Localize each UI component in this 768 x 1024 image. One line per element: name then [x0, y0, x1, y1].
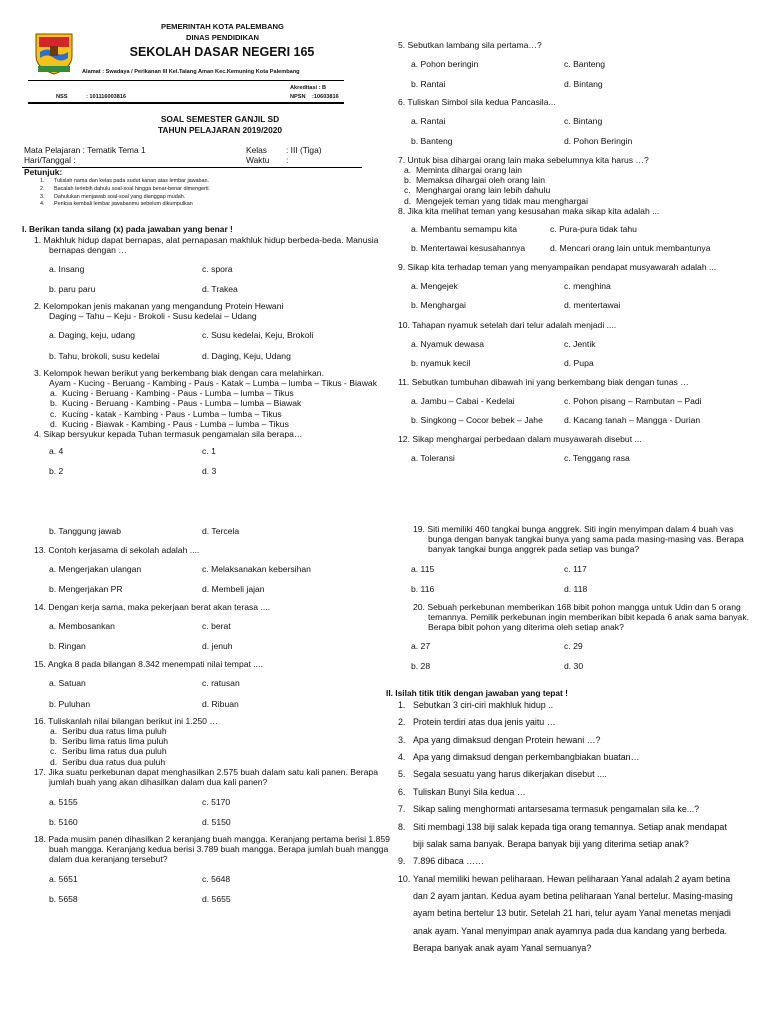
essay-item: 3. Apa yang dimaksud dengan Protein hewani …?	[398, 734, 601, 745]
option-a[interactable]: a. 27	[411, 641, 431, 651]
option-b[interactable]: b. Mengerjakan PR	[49, 584, 123, 594]
option-d[interactable]: d. jenuh	[202, 641, 233, 651]
question-13: 13. Contoh kerjasama di sekolah adalah ....	[34, 545, 200, 555]
petunjuk-item: 2. Bacalah terlebih dahulu soal-soal hingga benar-benar dimengerti.	[40, 186, 360, 194]
option-d[interactable]: d. Ribuan	[202, 699, 239, 709]
option-a[interactable]: a. Insang	[49, 264, 85, 274]
question-text: banyak tangkai bunga anggrek pada setiap vas bunga?	[428, 544, 640, 555]
option-c[interactable]: c. Pohon pisang – Rambutan – Padi	[564, 396, 702, 406]
option-a[interactable]: a. Membantu semampu kita	[411, 224, 518, 234]
question-3	[34, 368, 377, 439]
option-a[interactable]: a. Meminta dihargai orang lain	[404, 165, 523, 176]
option-d[interactable]: d. Daging, Keju, Udang	[202, 351, 291, 361]
option-b[interactable]: b. Menghargai	[411, 300, 466, 310]
kelas-label: Kelas	[246, 145, 267, 155]
option-c[interactable]: c. 5648	[202, 874, 231, 884]
option-b[interactable]: b. Rantai	[411, 79, 446, 89]
question-17-text: 17. Jika suatu perkebunan dapat menghasilkan 2.575 buah dalam satu kali panen. Berapa	[34, 766, 378, 777]
option-d[interactable]: d. Pohon Beringin	[564, 136, 633, 146]
option-b[interactable]: b. 2	[49, 466, 64, 476]
option-a[interactable]: a. 5651	[49, 874, 78, 884]
option-d[interactable]: d. 5655	[202, 894, 231, 904]
question-7	[398, 155, 758, 216]
option-d[interactable]: d. Kacang tanah – Mangga - Durian	[564, 415, 701, 425]
option-b[interactable]: b. Ringan	[49, 641, 86, 651]
option-c[interactable]: c. spora	[202, 264, 233, 274]
option-c[interactable]: c. 29	[564, 641, 583, 651]
question-5: 5. Sebutkan lambang sila pertama…?	[398, 40, 542, 50]
option-a[interactable]: a. 5155	[49, 797, 78, 807]
exam-title: SOAL SEMESTER GANJIL SD	[160, 114, 280, 124]
option-a[interactable]: a. Toleransi	[411, 453, 455, 463]
essay-item: 10. Yanal memiliki hewan peliharaan. Hewan peliharaan Yanal adalah 2 ayam betina dan 2 ayam jantan. Kedua ayam betina peliharaan Yanal bertelur. Masing-masing ayam betina bertelur 13 butir. Setelah 21 hari, telur ayam Yanal menetas menjadi anak ayam. Yanal menyimpan anak ayamnya pada dua kandang yang berbeda. Berapa banyak anak ayam Yanal semuanya?	[398, 873, 733, 954]
npsn-value: :10603816	[312, 94, 339, 100]
question-text: Ayam - Kucing - Beruang - Kambing - Paus - Katak – Lumba – lumba – Tikus - Biawak	[49, 378, 377, 389]
question-6: 6. Tuliskan Simbol sila kedua Pancasila...	[398, 97, 556, 107]
exam-year: TAHUN PELAJARAN 2019/2020	[157, 125, 283, 135]
option-a[interactable]: a. Pohon beringin	[411, 59, 479, 69]
question-1	[34, 235, 394, 255]
petunjuk-list	[40, 178, 360, 209]
option-d[interactable]: d. Bintang	[564, 79, 603, 89]
option-c[interactable]: c. Susu kedelai, Keju, Brokoli	[202, 330, 314, 340]
question-text: bernapas dengan …	[49, 245, 127, 256]
question-text: temannya. Pemilik perkebunan ingin memberikan bibit kepada 6 anak sama banyak.	[428, 612, 750, 623]
option-c[interactable]: c. Pura-pura tidak tahu	[550, 224, 637, 234]
essay-item: 5. Segala sesuatu yang harus dikerjakan disebut ....	[398, 769, 607, 780]
question-text: 20. Sebuah perkebunan memberikan 168 bibit pohon mangga untuk Udin dan 5 orang	[413, 602, 741, 612]
npsn-label: NPSN	[290, 94, 306, 100]
waktu-label: Waktu	[246, 155, 270, 165]
gov-name: PEMERINTAH KOTA PALEMBANG	[161, 22, 284, 31]
option-c[interactable]: c. Menghargai orang lain lebih dahulu	[404, 185, 551, 196]
question-text: buah mangga. Keranjang kedua berisi 3.789 buah mangga. Berapa jumlah buah mangga	[49, 844, 389, 855]
hari-tanggal: Hari/Tanggal :	[24, 155, 76, 165]
option-d[interactable]: d. Tercela	[202, 526, 240, 536]
option-d[interactable]: d. mentertawai	[564, 300, 621, 310]
option-c[interactable]: c. Kucing - katak - Kambing - Paus - Lumba – lumba – Tikus	[50, 408, 282, 419]
option-list	[398, 165, 758, 206]
option-d[interactable]: d. 118	[564, 584, 588, 594]
question-text: 7. Untuk bisa dihargai orang lain maka sebelumnya kita harus …?	[398, 155, 649, 165]
question-17-text: jumlah buah yang akan dihasilkan dalam dua kali panen?	[49, 776, 268, 787]
essay-item: 8. Siti membagi 138 biji salak kepada tiga orang temannya. Setiap anak mendapat biji salak sama banyak. Berapa banyak biji yang diterima setiap anak?	[398, 821, 727, 849]
option-b[interactable]: b. 5658	[49, 894, 78, 904]
option-d[interactable]: d. 30	[564, 661, 584, 671]
section-1-heading: I. Berikan tanda silang (x) pada jawaban yang benar !	[22, 224, 233, 234]
option-a[interactable]: a. Daging, keju, udang	[49, 330, 136, 340]
question-19	[413, 524, 758, 554]
mata-pelajaran: Mata Pelajaran : Tematik Tema 1	[24, 145, 146, 155]
option-d[interactable]: d. 3	[202, 466, 217, 476]
option-a[interactable]: a. Membosankan	[49, 621, 115, 631]
option-a[interactable]: a. Mengerjakan ulangan	[49, 564, 142, 574]
option-d[interactable]: d. Kucing - Biawak - Kambing - Paus - Lumba – lumba – Tikus	[50, 418, 289, 429]
option-d[interactable]: d. Seribu dua ratus dua puluh	[50, 756, 166, 767]
question-15: 15. Angka 8 pada bilangan 8.342 menempati nilai tempat ....	[34, 659, 263, 669]
option-b[interactable]: b. Tanggung jawab	[49, 526, 121, 536]
essay-item: 2. Protein terdiri atas dua jenis yaitu …	[398, 717, 556, 728]
nss-value: : 101116003816	[86, 94, 127, 100]
option-b[interactable]: b. nyamuk kecil	[411, 358, 471, 368]
question-10: 10. Tahapan nyamuk setelah dari telur adalah menjadi ....	[398, 320, 617, 330]
question-text: dalam dua keranjang tersebut?	[49, 854, 168, 865]
question-4-text: 4. Sikap bersyukur kepada Tuhan termasuk pengamalan sila berapa…	[34, 428, 303, 439]
option-b[interactable]: b. Mentertawai kesusahannya	[411, 243, 526, 253]
essay-item: 6. Tuliskan Bunyi Sila kedua …	[398, 786, 526, 797]
school-address: Alamat : Swadaya / Perikanan III Kel.Talang Aman Kec.Kemuning Kota Palembang	[82, 69, 300, 75]
option-b[interactable]: b. Tahu, brokoli, susu kedelai	[49, 351, 160, 361]
header-rule-2	[28, 102, 344, 104]
question-text: 2. Kelompokan jenis makanan yang mengandung Protein Hewani	[34, 301, 284, 311]
option-c[interactable]: c. Bintang	[564, 116, 603, 126]
question-9: 9. Sikap kita terhadap teman yang menyampaikan pendapat musyawarah adalah ...	[398, 262, 717, 272]
question-2	[34, 301, 394, 321]
question-18	[34, 834, 390, 865]
question-8-text: 8. Jika kita melihat teman yang kesusahan maka sikap kita adalah ...	[398, 205, 660, 216]
option-b[interactable]: b. Banteng	[411, 136, 453, 146]
option-c[interactable]: c. 1	[202, 446, 216, 456]
option-c[interactable]: c. Jentik	[564, 339, 596, 349]
option-d[interactable]: d. Pupa	[564, 358, 594, 368]
option-c[interactable]: c. Melaksanakan kebersihan	[202, 564, 311, 574]
nss-label: NSS	[56, 94, 68, 100]
question-text: 19. Siti memiliki 460 tangkai bunga anggrek. Siti ingin menyimpan dalam 4 buah vas	[413, 524, 734, 534]
question-11: 11. Sebutkan tumbuhan dibawah ini yang berkembang biak dengan tunas …	[398, 377, 689, 387]
option-d[interactable]: d. Mencari orang lain untuk membantunya	[550, 243, 711, 253]
option-b[interactable]: b. Singkong – Cocor bebek – Jahe	[411, 415, 543, 425]
essay-item: 4. Apa yang dimaksud dengan perkembangbiakan buatan…	[398, 752, 640, 763]
option-list	[34, 388, 374, 429]
option-b[interactable]: b. 116	[411, 584, 435, 594]
option-c[interactable]: c. 5170	[202, 797, 231, 807]
option-a[interactable]: a. 115	[411, 564, 435, 574]
school-name: SEKOLAH DASAR NEGERI 165	[129, 45, 315, 59]
option-c[interactable]: c. Banteng	[564, 59, 606, 69]
petunjuk-item: 4. Periksa kembali lembar jawabanmu sebelum dikumpulkan	[40, 201, 360, 209]
option-a[interactable]: a. Mengejek	[411, 281, 458, 291]
option-a[interactable]: a. Satuan	[49, 678, 86, 688]
option-a[interactable]: a. Nyamuk dewasa	[411, 339, 485, 349]
question-text: Berapa bibit pohon yang diterima oleh setiap anak?	[428, 622, 624, 633]
option-b[interactable]: b. Seribu lima ratus lima puluh	[50, 736, 169, 747]
question-20	[413, 602, 758, 632]
option-c[interactable]: c. ratusan	[202, 678, 240, 688]
petunjuk-title: Petunjuk:	[24, 167, 63, 177]
option-d[interactable]: d. Membeli jajan	[202, 584, 265, 594]
question-text: 18. Pada musim panen dihasilkan 2 keranjang buah mangga. Keranjang pertama berisi 1.859	[34, 834, 390, 844]
option-c[interactable]: c. menghina	[564, 281, 611, 291]
header-rule	[28, 80, 344, 81]
option-b[interactable]: b. 28	[411, 661, 431, 671]
question-14: 14. Dengan kerja sama, maka pekerjaan berat akan terasa ....	[34, 602, 270, 612]
option-b[interactable]: b. paru paru	[49, 284, 96, 294]
petunjuk-item: 3. Dahulukan menjawab soal-soal yang dianggap mudah.	[40, 194, 360, 202]
waktu-value: :	[286, 155, 289, 165]
question-16	[34, 716, 379, 787]
question-text: Daging – Tahu – Keju - Brokoli - Susu kedelai – Udang	[49, 311, 257, 322]
option-c[interactable]: c. Tenggang rasa	[564, 453, 630, 463]
option-d[interactable]: d. Trakea	[202, 284, 238, 294]
option-b[interactable]: b. 5160	[49, 817, 78, 827]
essay-list	[398, 697, 738, 957]
question-text: bunga dengan banyak tangkai bunya yang sama pada masing-masing vas. Berapa	[428, 534, 744, 545]
info-rule	[22, 167, 362, 168]
option-c[interactable]: c. 117	[564, 564, 587, 574]
option-list	[34, 726, 379, 767]
petunjuk-item: 1. Tulislah nama dan kelas pada sudut kanan atas lembar jawaban.	[40, 178, 360, 186]
option-b[interactable]: b. Memaksa dihargai oleh orang lain	[404, 175, 545, 186]
option-d[interactable]: d. Mengejek teman yang tidak mau menghargai	[404, 195, 588, 206]
akreditasi: Akreditasi : B	[290, 85, 327, 91]
question-12: 12. Sikap menghargai perbedaan dalam musyawarah disebut ...	[398, 434, 642, 444]
option-c[interactable]: c. berat	[202, 621, 231, 631]
essay-item: 1. Sebutkan 3 ciri-ciri makhluk hidup ..	[398, 700, 554, 710]
option-c[interactable]: c. Seribu lima ratus dua puluh	[50, 746, 167, 757]
dept-name: DINAS PENDIDIKAN	[186, 33, 259, 42]
question-text: 3. Kelompok hewan berikut yang berkembang biak dengan cara melahirkan.	[34, 368, 324, 378]
option-a[interactable]: a. 4	[49, 446, 64, 456]
section-2-heading: II. Isilah titik titik dengan jawaban yang tepat !	[386, 688, 568, 698]
option-a[interactable]: a. Rantai	[411, 116, 446, 126]
option-b[interactable]: b. Puluhan	[49, 699, 91, 709]
kelas-value: : III (Tiga)	[286, 145, 322, 155]
question-text: 16. Tuliskanlah nilai bilangan berikut ini 1.250 …	[34, 716, 218, 726]
question-text: 1. Makhluk hidup dapat bernapas, alat pernapasan makhluk hidup berbeda-beda. Manusia	[34, 235, 379, 245]
school-logo	[34, 28, 74, 76]
essay-item: 7. Sikap saling menghormati antarsesama termasuk pengamalan sila ke...?	[398, 804, 700, 815]
option-b[interactable]: b. Kucing - Beruang - Kambing - Paus - Lumba – lumba – Biawak	[50, 398, 302, 409]
option-d[interactable]: d. 5150	[202, 817, 231, 827]
option-a[interactable]: a. Jambu – Cabai - Kedelai	[411, 396, 515, 406]
option-a[interactable]: a. Seribu dua ratus lima puluh	[50, 726, 167, 737]
option-a[interactable]: a. Kucing - Beruang - Kambing - Paus - Lumba – lumba – Tikus	[50, 388, 294, 399]
essay-item: 9. 7.896 dibaca ……	[398, 856, 485, 867]
